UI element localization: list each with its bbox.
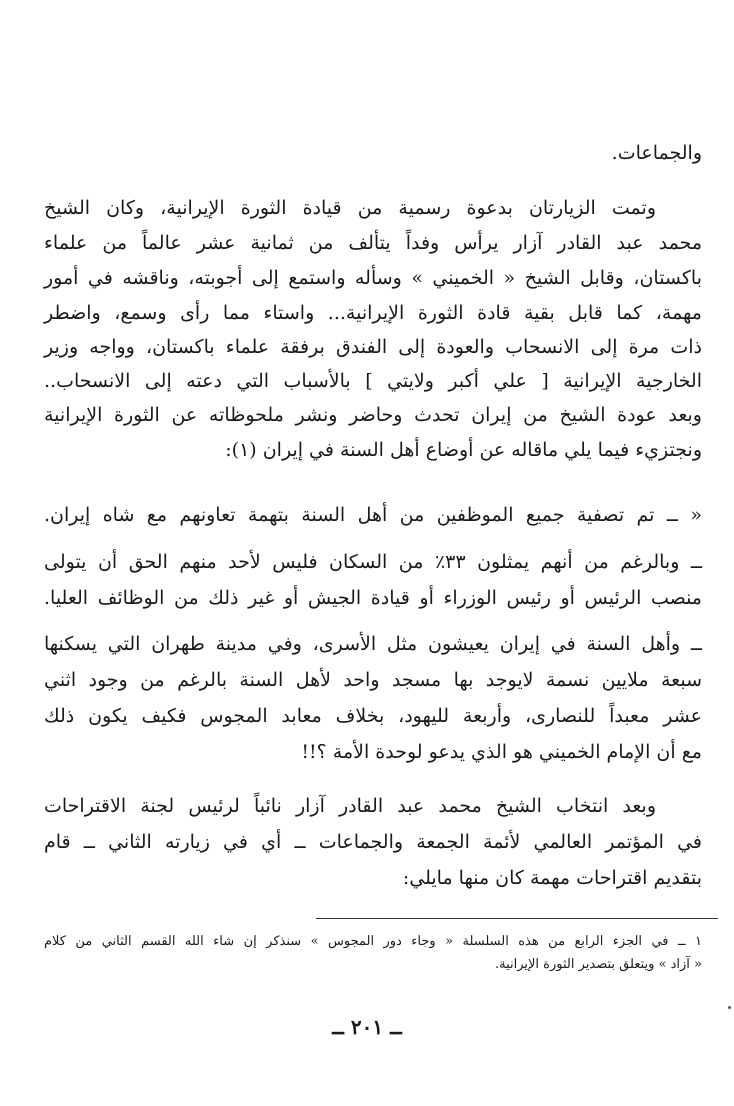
text-line: سبعة ملايين نسمة لايوجد بها مسجد واحد لأهل السنة بالرغم من وجود اثني xyxy=(44,669,702,691)
text-line: مع أن الإمام الخميني هو الذي يدعو لوحدة الأمة ؟!! xyxy=(301,741,702,763)
page-number: ــ ٢٠١ ــ xyxy=(332,1015,402,1039)
footnote-line: « آزاد » ويتعلق بتصدير الثورة الإيرانية. xyxy=(494,957,702,972)
scan-speck xyxy=(728,1006,731,1009)
text-line: باكستان، وقابل الشيخ « الخميني » وسأله واستمع إلى أجوبته، وناقشه في أمور xyxy=(44,267,702,289)
text-line: وتمت الزيارتان بدعوة رسمية من قيادة الثورة الإيرانية، وكان الشيخ xyxy=(44,197,656,219)
text-line: محمد عبد القادر آزار يرأس وفداً يتألف من ثمانية عشر عالماً من علماء xyxy=(44,232,702,254)
text-line: ــ وأهل السنة في إيران يعيشون مثل الأسرى، وفي مدينة طهران التي يسكنها xyxy=(44,633,702,655)
text-line: ــ وبالرغم من أنهم يمثلون ٣٣٪ من السكان فليس لأحد منهم الحق أن يتولى xyxy=(44,551,703,573)
text-line: بتقديم اقتراحات مهمة كان منها مايلي: xyxy=(402,867,702,889)
text-line: وبعد عودة الشيخ من إيران تحدث وحاضر ونشر ملحوظاته عن الثورة الإيرانية xyxy=(44,404,702,426)
text-line: ذات مرة إلى الانسحاب والعودة إلى الفندق برفقة علماء باكستان، وواجه وزير xyxy=(44,336,702,358)
text-line: عشر معبداً للنصارى، وأربعة لليهود، بخلاف معابد المجوس فكيف يكون ذلك xyxy=(44,705,702,727)
text-line: « ــ تم تصفية جميع الموظفين من أهل السنة بتهمة تعاونهم مع شاه إيران. xyxy=(44,504,702,526)
footnote-divider xyxy=(316,918,718,919)
text-line: في المؤتمر العالمي لأئمة الجمعة والجماعات ــ أي في زيارته الثاني ــ قام xyxy=(44,831,702,853)
text-line: والجماعات. xyxy=(611,142,702,164)
text-line: منصب الرئيس أو رئيس الوزراء أو قيادة الجيش أو غير ذلك من الوظائف العليا. xyxy=(44,587,702,609)
text-line: مهمة، كما قابل بقية قادة الثورة الإيرانية... واستاء مما رأى وسمع، واضطر xyxy=(44,302,702,324)
text-line: ونجتزيء فيما يلي ماقاله عن أوضاع أهل السنة في إيران (١): xyxy=(225,439,702,461)
footnote-line: ١ ــ في الجزء الرابع من هذه السلسلة « وجاء دور المجوس » سنذكر إن شاء الله القسم الثاني من كلام xyxy=(44,934,702,949)
text-line: الخارجية الإيرانية [ علي أكبر ولايتي ] بالأسباب التي دعته إلى الانسحاب.. xyxy=(44,370,702,392)
text-line: وبعد انتخاب الشيخ محمد عبد القادر آزار نائباً لرئيس لجنة الاقتراحات xyxy=(44,795,656,817)
